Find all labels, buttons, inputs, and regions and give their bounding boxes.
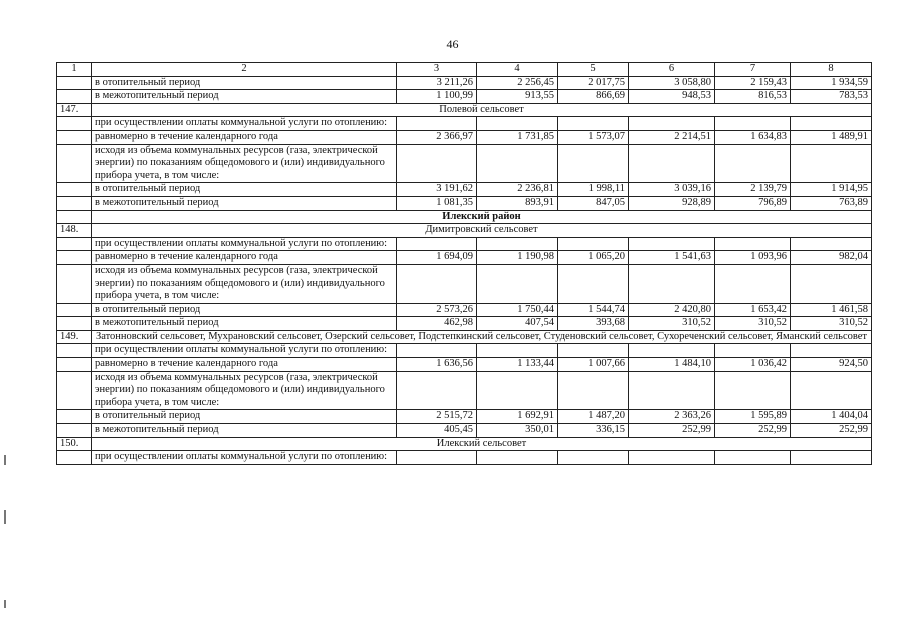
value-cell xyxy=(477,237,558,251)
row-label: в отопительный период xyxy=(92,76,397,90)
row-number-cell xyxy=(57,130,92,144)
value-cell: 1 489,91 xyxy=(791,130,872,144)
table-row xyxy=(57,144,872,183)
value-cell: 2 363,26 xyxy=(629,410,715,424)
value-cell: 796,89 xyxy=(715,196,791,210)
value-cell: 1 100,99 xyxy=(397,90,477,104)
column-number: 2 xyxy=(92,63,397,77)
value-cell xyxy=(715,264,791,303)
value-cell: 405,45 xyxy=(397,424,477,438)
row-label: равномерно в течение календарного года xyxy=(92,251,397,265)
value-cell xyxy=(477,371,558,410)
value-cell xyxy=(791,264,872,303)
value-cell: 310,52 xyxy=(629,317,715,331)
value-cell xyxy=(791,144,872,183)
value-cell: 763,89 xyxy=(791,196,872,210)
value-cell xyxy=(558,144,629,183)
row-number-cell xyxy=(57,371,92,410)
region-title: Илекский район xyxy=(92,210,872,224)
table-row xyxy=(57,117,872,131)
row-label: при осуществлении оплаты коммунальной услуги по отоплению: xyxy=(92,237,397,251)
table-row xyxy=(57,371,872,410)
value-cell xyxy=(791,237,872,251)
column-number: 5 xyxy=(558,63,629,77)
row-label: равномерно в течение календарного года xyxy=(92,130,397,144)
row-number-cell xyxy=(57,196,92,210)
value-cell: 2 573,26 xyxy=(397,303,477,317)
value-cell xyxy=(558,117,629,131)
row-number-cell xyxy=(57,76,92,90)
row-number-cell xyxy=(57,210,92,224)
value-cell: 407,54 xyxy=(477,317,558,331)
value-cell xyxy=(715,237,791,251)
table-row xyxy=(57,358,872,372)
value-cell xyxy=(477,451,558,465)
settlement-title: Полевой сельсовет xyxy=(92,103,872,117)
row-label: в межотопительный период xyxy=(92,196,397,210)
value-cell: 1 573,07 xyxy=(558,130,629,144)
value-cell: 1 692,91 xyxy=(477,410,558,424)
row-label: в межотопительный период xyxy=(92,317,397,331)
value-cell: 393,68 xyxy=(558,317,629,331)
value-cell: 2 366,97 xyxy=(397,130,477,144)
table-row xyxy=(57,90,872,104)
value-cell: 2 214,51 xyxy=(629,130,715,144)
value-cell: 1 065,20 xyxy=(558,251,629,265)
table-row xyxy=(57,303,872,317)
value-cell: 1 093,96 xyxy=(715,251,791,265)
value-cell xyxy=(715,144,791,183)
row-label: при осуществлении оплаты коммунальной услуги по отоплению: xyxy=(92,344,397,358)
column-number: 3 xyxy=(397,63,477,77)
value-cell: 1 544,74 xyxy=(558,303,629,317)
value-cell: 2 515,72 xyxy=(397,410,477,424)
value-cell: 3 058,80 xyxy=(629,76,715,90)
value-cell: 2 017,75 xyxy=(558,76,629,90)
row-number: 149. xyxy=(57,330,92,344)
scan-mark xyxy=(4,455,6,465)
value-cell xyxy=(791,117,872,131)
scan-mark xyxy=(4,600,6,608)
row-number-cell xyxy=(57,451,92,465)
value-cell xyxy=(397,117,477,131)
row-number-cell xyxy=(57,424,92,438)
row-number: 148. xyxy=(57,224,92,238)
row-number-cell xyxy=(57,90,92,104)
row-label: исходя из объема коммунальных ресурсов (газа, электрической энергии) по показаниям общедомового и (или) индивидуального прибора учета, в том числе: xyxy=(92,144,397,183)
row-label: в отопительный период xyxy=(92,303,397,317)
value-cell xyxy=(477,117,558,131)
value-cell: 3 191,62 xyxy=(397,183,477,197)
value-cell xyxy=(477,144,558,183)
table-row xyxy=(57,130,872,144)
value-cell xyxy=(477,264,558,303)
settlement-heading-row xyxy=(57,224,872,238)
value-cell xyxy=(558,344,629,358)
row-number-cell xyxy=(57,264,92,303)
value-cell xyxy=(477,344,558,358)
scan-mark xyxy=(4,510,6,524)
row-label: в отопительный период xyxy=(92,410,397,424)
value-cell: 1 484,10 xyxy=(629,358,715,372)
value-cell: 3 211,26 xyxy=(397,76,477,90)
table-row xyxy=(57,76,872,90)
value-cell: 2 236,81 xyxy=(477,183,558,197)
table-row xyxy=(57,410,872,424)
settlement-heading-row xyxy=(57,103,872,117)
column-number: 4 xyxy=(477,63,558,77)
row-number-cell xyxy=(57,303,92,317)
value-cell xyxy=(715,117,791,131)
row-number: 150. xyxy=(57,437,92,451)
value-cell: 1 461,58 xyxy=(791,303,872,317)
value-cell xyxy=(629,451,715,465)
row-label: исходя из объема коммунальных ресурсов (газа, электрической энергии) по показаниям общедомового и (или) индивидуального прибора учета, в том числе: xyxy=(92,371,397,410)
value-cell: 1 694,09 xyxy=(397,251,477,265)
settlement-title: Илекский сельсовет xyxy=(92,437,872,451)
value-cell: 866,69 xyxy=(558,90,629,104)
value-cell: 1 133,44 xyxy=(477,358,558,372)
value-cell xyxy=(791,344,872,358)
value-cell: 1 731,85 xyxy=(477,130,558,144)
row-number-cell xyxy=(57,117,92,131)
value-cell xyxy=(791,451,872,465)
value-cell xyxy=(397,144,477,183)
value-cell xyxy=(397,237,477,251)
row-label: исходя из объема коммунальных ресурсов (газа, электрической энергии) по показаниям общедомового и (или) индивидуального прибора учета, в том числе: xyxy=(92,264,397,303)
value-cell xyxy=(715,344,791,358)
value-cell xyxy=(397,344,477,358)
table-row xyxy=(57,237,872,251)
value-cell: 982,04 xyxy=(791,251,872,265)
value-cell: 924,50 xyxy=(791,358,872,372)
value-cell xyxy=(558,451,629,465)
value-cell: 310,52 xyxy=(715,317,791,331)
page-number: 46 xyxy=(446,37,459,51)
row-label: при осуществлении оплаты коммунальной услуги по отоплению: xyxy=(92,451,397,465)
value-cell: 2 420,80 xyxy=(629,303,715,317)
value-cell: 1 750,44 xyxy=(477,303,558,317)
row-label: равномерно в течение календарного года xyxy=(92,358,397,372)
value-cell xyxy=(397,264,477,303)
table-row xyxy=(57,451,872,465)
value-cell xyxy=(715,451,791,465)
row-label: при осуществлении оплаты коммунальной услуги по отоплению: xyxy=(92,117,397,131)
value-cell: 928,89 xyxy=(629,196,715,210)
value-cell: 816,53 xyxy=(715,90,791,104)
value-cell xyxy=(629,344,715,358)
value-cell xyxy=(397,451,477,465)
table-row xyxy=(57,424,872,438)
table-row xyxy=(57,196,872,210)
value-cell: 336,15 xyxy=(558,424,629,438)
row-number-cell xyxy=(57,344,92,358)
value-cell xyxy=(397,371,477,410)
value-cell xyxy=(558,371,629,410)
row-number-cell xyxy=(57,358,92,372)
value-cell xyxy=(715,371,791,410)
settlement-title: Димитровский сельсовет xyxy=(92,224,872,238)
row-label: в отопительный период xyxy=(92,183,397,197)
value-cell: 913,55 xyxy=(477,90,558,104)
value-cell: 1 634,83 xyxy=(715,130,791,144)
value-cell xyxy=(629,117,715,131)
value-cell xyxy=(791,371,872,410)
value-cell: 2 139,79 xyxy=(715,183,791,197)
value-cell: 1 595,89 xyxy=(715,410,791,424)
value-cell xyxy=(629,237,715,251)
row-number-cell xyxy=(57,237,92,251)
value-cell: 783,53 xyxy=(791,90,872,104)
row-label: в межотопительный период xyxy=(92,90,397,104)
region-heading-row xyxy=(57,210,872,224)
value-cell: 1 636,56 xyxy=(397,358,477,372)
settlement-title: Затонновский сельсовет, Мухрановский сельсовет, Озерский сельсовет, Подстепкинский сельсовет, Студеновский сельсовет, Сухореченский сельсовет, Яманский сельсовет xyxy=(92,330,872,344)
value-cell xyxy=(558,237,629,251)
table-row xyxy=(57,264,872,303)
value-cell: 1 081,35 xyxy=(397,196,477,210)
value-cell: 252,99 xyxy=(791,424,872,438)
row-number: 147. xyxy=(57,103,92,117)
value-cell: 1 541,63 xyxy=(629,251,715,265)
value-cell xyxy=(629,371,715,410)
value-cell: 1 934,59 xyxy=(791,76,872,90)
table-row xyxy=(57,183,872,197)
value-cell: 310,52 xyxy=(791,317,872,331)
table-row xyxy=(57,317,872,331)
column-number: 8 xyxy=(791,63,872,77)
row-number-cell xyxy=(57,183,92,197)
value-cell: 462,98 xyxy=(397,317,477,331)
value-cell xyxy=(629,144,715,183)
row-number-cell xyxy=(57,317,92,331)
row-label: в межотопительный период xyxy=(92,424,397,438)
column-number: 7 xyxy=(715,63,791,77)
settlement-heading-row xyxy=(57,330,872,344)
value-cell: 948,53 xyxy=(629,90,715,104)
tariff-table xyxy=(56,62,872,465)
row-number-cell xyxy=(57,144,92,183)
value-cell: 350,01 xyxy=(477,424,558,438)
value-cell: 252,99 xyxy=(715,424,791,438)
value-cell: 1 007,66 xyxy=(558,358,629,372)
column-number: 6 xyxy=(629,63,715,77)
value-cell xyxy=(558,264,629,303)
table-row xyxy=(57,344,872,358)
table-row xyxy=(57,251,872,265)
row-number-cell xyxy=(57,410,92,424)
column-number: 1 xyxy=(57,63,92,77)
value-cell: 2 159,43 xyxy=(715,76,791,90)
value-cell: 1 914,95 xyxy=(791,183,872,197)
value-cell: 252,99 xyxy=(629,424,715,438)
settlement-heading-row xyxy=(57,437,872,451)
value-cell: 1 404,04 xyxy=(791,410,872,424)
value-cell: 1 487,20 xyxy=(558,410,629,424)
column-number-row xyxy=(57,63,872,77)
value-cell: 1 190,98 xyxy=(477,251,558,265)
value-cell: 2 256,45 xyxy=(477,76,558,90)
value-cell: 893,91 xyxy=(477,196,558,210)
row-number-cell xyxy=(57,251,92,265)
value-cell: 1 653,42 xyxy=(715,303,791,317)
value-cell: 1 998,11 xyxy=(558,183,629,197)
value-cell: 847,05 xyxy=(558,196,629,210)
value-cell: 3 039,16 xyxy=(629,183,715,197)
value-cell: 1 036,42 xyxy=(715,358,791,372)
value-cell xyxy=(629,264,715,303)
